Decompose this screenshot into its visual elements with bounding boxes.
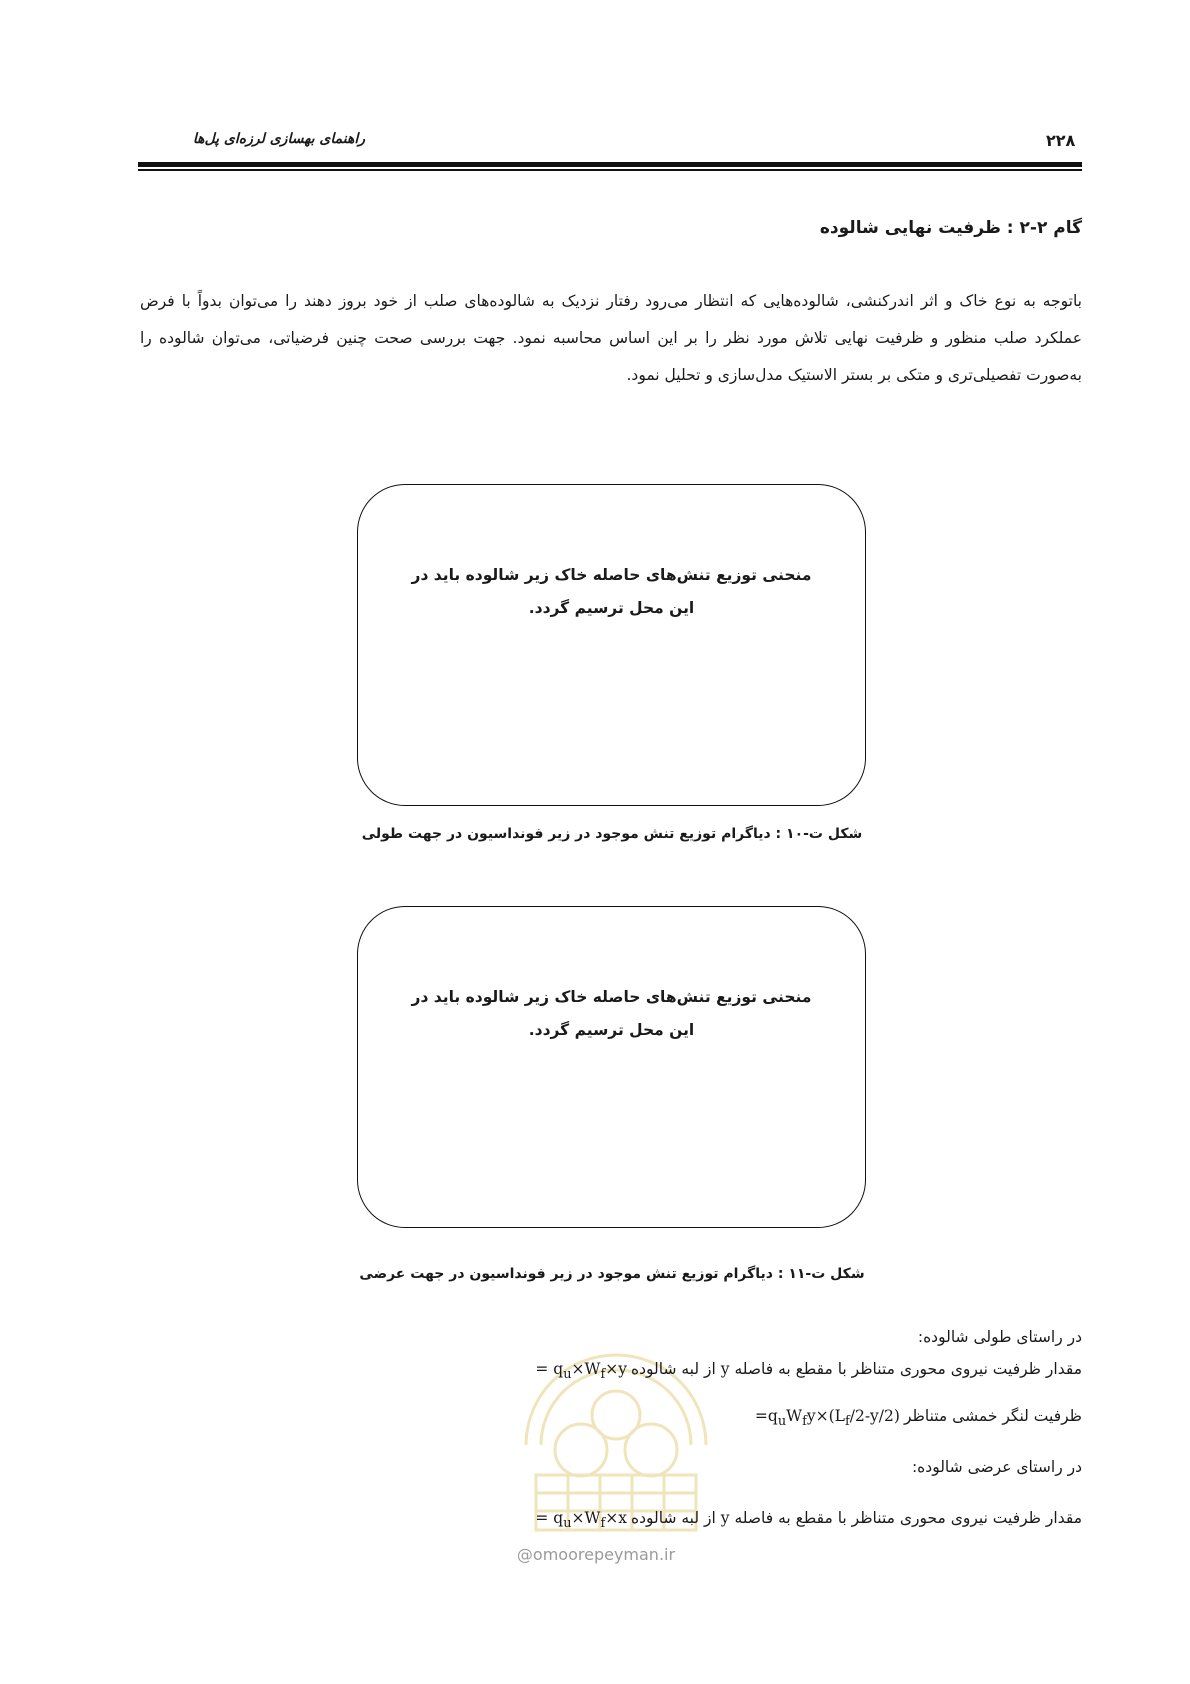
formula-expression: = $q_u\times W_f\times x$: [535, 1509, 627, 1532]
transverse-direction-label: در راستای عرضی شالوده:: [911, 1458, 1082, 1476]
body-paragraph: باتوجه به نوع خاک و اثر اندرکنشی، شالوده‌هایی که انتظار می‌رود رفتار نزدیک به شالوده‌های صلب از خود بروز دهند را می‌توان بدواً با فرض عملکرد صلب منظور و ظرفیت نهایی تلاش مورد نظر را بر این اساس محاسبه نمود. جهت بررسی صحت چنین فرضیاتی، می‌توان شالوده را به‌صورت تفصیلی‌تری و متکی بر بستر الاستیک مدل‌سازی و تحلیل نمود.: [140, 292, 1082, 384]
moment-capacity-formula: [140, 1407, 1082, 1429]
formula-description: مقدار ظرفیت نیروی محوری متناظر با مقطع به فاصله y از لبه شالوده: [630, 1360, 1082, 1378]
longitudinal-direction-label: در راستای طولی شالوده:: [917, 1328, 1082, 1346]
figure-placeholder-text: منحنی توزیع تنش‌های حاصله خاک زیر شالوده باید در این محل ترسیم گردد.: [411, 988, 812, 1039]
figure-placeholder-text: منحنی توزیع تنش‌های حاصله خاک زیر شالوده باید در این محل ترسیم گردد.: [411, 566, 812, 617]
page-number: ۲۲۸: [1046, 131, 1076, 150]
figure-caption: شکل ت-۱۱ : دیاگرام توزیع تنش موجود در زیر فونداسیون در جهت عرضی: [359, 1266, 865, 1282]
section-heading: گام ۲-۲ : ظرفیت نهایی شالوده: [819, 218, 1082, 238]
running-header-title: راهنمای بهسازی لرزه‌ای پل‌ها: [192, 131, 365, 147]
axial-capacity-formula-longitudinal: [140, 1360, 1082, 1382]
formula-description: مقدار ظرفیت نیروی محوری متناظر با مقطع به فاصله y از لبه شالوده: [630, 1509, 1082, 1527]
formula-expression: $=q_uW_fy\times(L_f/2-y/2)$: [754, 1407, 900, 1430]
figure-caption: شکل ت-۱۰ : دیاگرام توزیع تنش موجود در زیر فونداسیون در جهت طولی: [361, 826, 863, 842]
figure-placeholder-box: [357, 906, 866, 1228]
formula-description: ظرفیت لنگر خمشی متناظر: [903, 1407, 1082, 1425]
formula-expression: = $q_u\times W_f\times y$: [535, 1360, 627, 1383]
header-divider-thin: [138, 169, 1082, 171]
figure-placeholder-box: [357, 484, 866, 806]
axial-capacity-formula-transverse: [140, 1509, 1082, 1531]
watermark-url: @omoorepeyman.ir: [516, 1545, 676, 1564]
header-divider-thick: [138, 162, 1082, 167]
